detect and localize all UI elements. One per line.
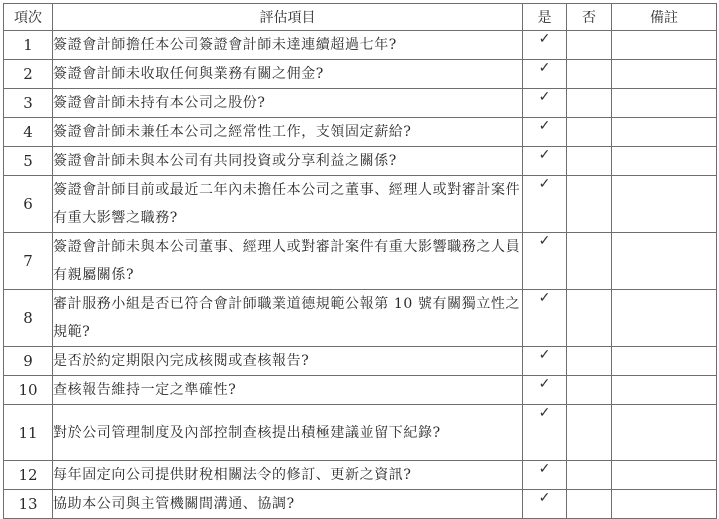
row-evaluation-text: 每年固定向公司提供財稅相關法令的修訂、更新之資訊? xyxy=(53,461,523,490)
row-evaluation-text: 簽證會計師未與本公司有共同投資或分享利益之關係? xyxy=(53,147,523,176)
table-row xyxy=(4,118,717,147)
row-no-cell xyxy=(567,405,612,461)
row-number: 3 xyxy=(4,89,53,118)
table-row xyxy=(4,405,717,461)
row-remark-cell xyxy=(612,347,717,376)
row-no-cell xyxy=(567,490,612,519)
row-number: 4 xyxy=(4,118,53,147)
table-row xyxy=(4,490,717,519)
row-number: 5 xyxy=(4,147,53,176)
row-no-cell xyxy=(567,347,612,376)
row-yes-checkmark: ✓ xyxy=(523,376,567,405)
table-row xyxy=(4,233,717,290)
table-row xyxy=(4,376,717,405)
row-no-cell xyxy=(567,233,612,290)
table-row xyxy=(4,60,717,89)
row-evaluation-text: 簽證會計師未收取任何與業務有關之佣金? xyxy=(53,60,523,89)
row-remark-cell xyxy=(612,405,717,461)
row-no-cell xyxy=(567,290,612,347)
row-evaluation-text: 簽證會計師未兼任本公司之經常性工作，支領固定薪給? xyxy=(53,118,523,147)
header-no: 否 xyxy=(567,4,612,31)
row-yes-checkmark: ✓ xyxy=(523,60,567,89)
row-yes-checkmark: ✓ xyxy=(523,461,567,490)
row-number: 8 xyxy=(4,290,53,347)
row-no-cell xyxy=(567,461,612,490)
row-yes-checkmark: ✓ xyxy=(523,233,567,290)
row-number: 12 xyxy=(4,461,53,490)
row-number: 2 xyxy=(4,60,53,89)
table-row xyxy=(4,347,717,376)
header-item-no: 項次 xyxy=(4,4,53,31)
row-yes-checkmark: ✓ xyxy=(523,176,567,233)
row-yes-checkmark: ✓ xyxy=(523,31,567,60)
row-remark-cell xyxy=(612,290,717,347)
row-remark-cell xyxy=(612,147,717,176)
header-remark: 備註 xyxy=(612,4,717,31)
row-no-cell xyxy=(567,89,612,118)
row-number: 6 xyxy=(4,176,53,233)
row-number: 11 xyxy=(4,405,53,461)
table-row xyxy=(4,147,717,176)
row-remark-cell xyxy=(612,60,717,89)
table-row xyxy=(4,176,717,233)
row-remark-cell xyxy=(612,118,717,147)
row-remark-cell xyxy=(612,376,717,405)
evaluation-table xyxy=(3,3,717,519)
row-remark-cell xyxy=(612,176,717,233)
row-evaluation-text: 查核報告維持一定之準確性? xyxy=(53,376,523,405)
row-evaluation-text: 簽證會計師未持有本公司之股份? xyxy=(53,89,523,118)
row-evaluation-text: 是否於約定期限內完成核閱或查核報告? xyxy=(53,347,523,376)
row-remark-cell xyxy=(612,89,717,118)
row-no-cell xyxy=(567,376,612,405)
row-evaluation-text: 簽證會計師目前或最近二年內未擔任本公司之董事、經理人或對審計案件有重大影響之職務? xyxy=(53,176,523,233)
table-row xyxy=(4,31,717,60)
row-no-cell xyxy=(567,147,612,176)
row-number: 10 xyxy=(4,376,53,405)
row-no-cell xyxy=(567,118,612,147)
row-no-cell xyxy=(567,176,612,233)
row-yes-checkmark: ✓ xyxy=(523,89,567,118)
row-yes-checkmark: ✓ xyxy=(523,490,567,519)
row-remark-cell xyxy=(612,490,717,519)
table-row xyxy=(4,461,717,490)
row-yes-checkmark: ✓ xyxy=(523,290,567,347)
row-remark-cell xyxy=(612,31,717,60)
row-yes-checkmark: ✓ xyxy=(523,147,567,176)
row-yes-checkmark: ✓ xyxy=(523,405,567,461)
row-evaluation-text: 對於公司管理制度及內部控制查核提出積極建議並留下紀錄? xyxy=(53,405,523,461)
row-remark-cell xyxy=(612,233,717,290)
row-no-cell xyxy=(567,31,612,60)
header-yes: 是 xyxy=(523,4,567,31)
header-row xyxy=(4,4,717,31)
header-evaluation-item: 評估項目 xyxy=(53,4,523,31)
row-yes-checkmark: ✓ xyxy=(523,347,567,376)
row-number: 9 xyxy=(4,347,53,376)
row-number: 13 xyxy=(4,490,53,519)
row-evaluation-text: 簽證會計師擔任本公司簽證會計師未達連續超過七年? xyxy=(53,31,523,60)
row-evaluation-text: 簽證會計師未與本公司董事、經理人或對審計案件有重大影響職務之人員有親屬關係? xyxy=(53,233,523,290)
row-no-cell xyxy=(567,60,612,89)
row-yes-checkmark: ✓ xyxy=(523,118,567,147)
row-number: 7 xyxy=(4,233,53,290)
row-number: 1 xyxy=(4,31,53,60)
table-row xyxy=(4,290,717,347)
row-remark-cell xyxy=(612,461,717,490)
table-row xyxy=(4,89,717,118)
row-evaluation-text: 審計服務小組是否已符合會計師職業道德規範公報第 10 號有關獨立性之規範? xyxy=(53,290,523,347)
row-evaluation-text: 協助本公司與主管機關間溝通、協調? xyxy=(53,490,523,519)
